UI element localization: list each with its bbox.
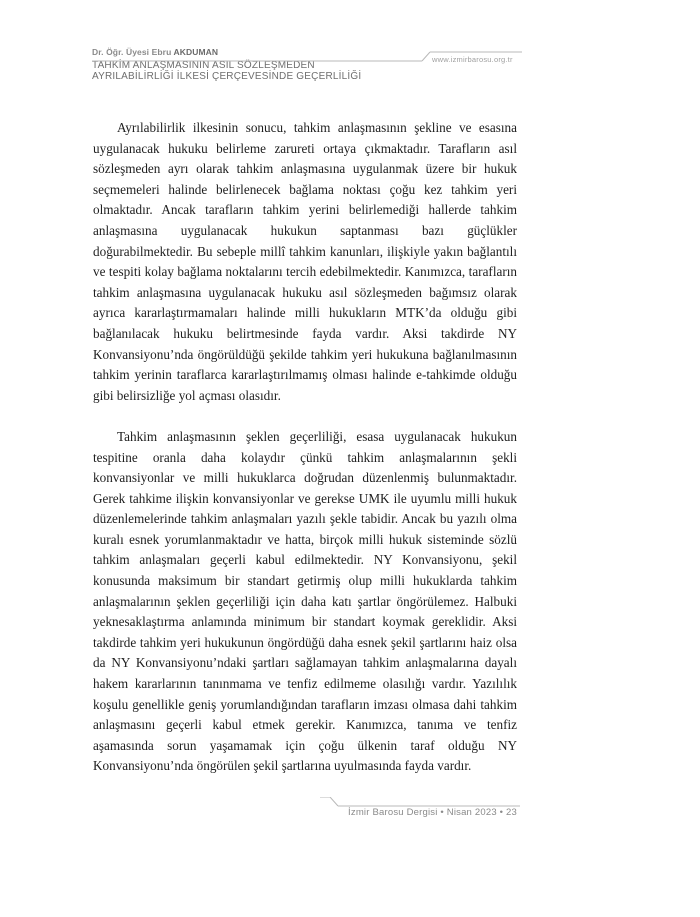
paragraph: Tahkim anlaşmasının şeklen geçerliliği, esasa uygulanacak hukukun tespitine oranla daha kolaydır çünkü tahkim anlaşmalarının şekli konvansiyonlar ve milli hukuklarca doğrudan düzenlenmiş bulunmaktadır. Gerek tahkime ilişkin konvansiyonlar ve gerekse UMK ile uyumlu milli hukuk düzenlemelerinde tahkim anlaşmaları yazılı şekle tabidir. Ancak bu yazılı olma kuralı esnek yorumlanmaktadır ve hatta, birçok milli hukuk sisteminde sözlü tahkim anlaşmaları geçerli kabul edilmektedir. NY Konvansiyonu, şekil konusunda maksimum bir standart getirmiş olup milli hukuklarda tahkim anlaşmalarının şeklen geçerliliği için daha katı şartlar öngörülemez. Halbuki yeknesaklaştırma anlamında minimum bir standart koymak gereklidir. Aksi takdirde tahkim yeri hukukunun öngördüğü daha esnek şekil şartlarını haiz olsa da NY Konvansiyonu’ndaki şartları sağlamayan tahkim anlaşmalarına dayalı hakem kararlarının tanınmama ve tenfiz edilmeme olasılığı vardır. Yazılılık koşulu genellikle geniş yorumlandığından tarafların imzası olmasa dahi tahkim anlaşmasını geçerli kabul etmek gerekir. Kanımızca, tanıma ve tenfiz aşamasında sorun yaşamamak için çoğu ülkenin taraf olduğu NY Konvansiyonu’nda öngörülen şekil şartlarına uyulmasında fayda vardır. — [93, 428, 517, 774]
article-title-line-1: TAHKİM ANLAŞMASININ ASIL SÖZLEŞMEDEN — [92, 60, 315, 71]
website-link[interactable]: www.izmirbarosu.org.tr — [432, 55, 513, 64]
paragraph: Ayrılabilirlik ilkesinin sonucu, tahkim anlaşmasının şekline ve esasına uygulanacak hukuku belirleme zarureti ortaya çıkmaktadır. Tarafların asıl sözleşmeden ayrı olarak tahkim anlaşmasına uygulanmak üzere bir hukuk seçmemeleri halinde belirlenecek bağlama noktası çoğu kez tahkim yeri olmaktadır. Ancak tarafların tahkim yerini belirlemediği hallerde tahkim anlaşmasına uygulanacak hukukun saptanması bazı güçlükler doğurabilmektedir. Bu sebeple millî tahkim kanunları, ilişkiyle yakın bağlantılı ve tespiti kolay bağlama noktalarını tercih edebilmektedir. Kanımızca, tarafların tahkim anlaşmasına uygulanacak hukuku asıl sözleşmeden bağımsız olarak ayrıca kararlaştırmamaları halinde milli hukukların MTK’da olduğu gibi bağlanılacak hukuku belirtmesinde fayda vardır. Aksi takdirde NY Konvansiyonu’nda öngörüldüğü şekilde tahkim yeri hukukuna bağlanılmasının tahkim yerinin taraflarca kararlaştırılmamış olması halinde e-tahkimde olduğu gibi belirsizliğe yol açması olasıdır. — [93, 120, 517, 403]
article-title-line-2: AYRILABİLİRLİĞİ İLKESİ ÇERÇEVESİNDE GEÇERLİLİĞİ — [92, 71, 362, 82]
running-footer — [320, 797, 520, 817]
footer-journal-info: İzmir Barosu Dergisi • Nisan 2023 • 23 — [348, 807, 517, 818]
author-surname: AKDUMAN — [173, 47, 219, 57]
author-title: Dr. Öğr. Üyesi Ebru — [92, 47, 172, 57]
article-body — [93, 118, 517, 777]
